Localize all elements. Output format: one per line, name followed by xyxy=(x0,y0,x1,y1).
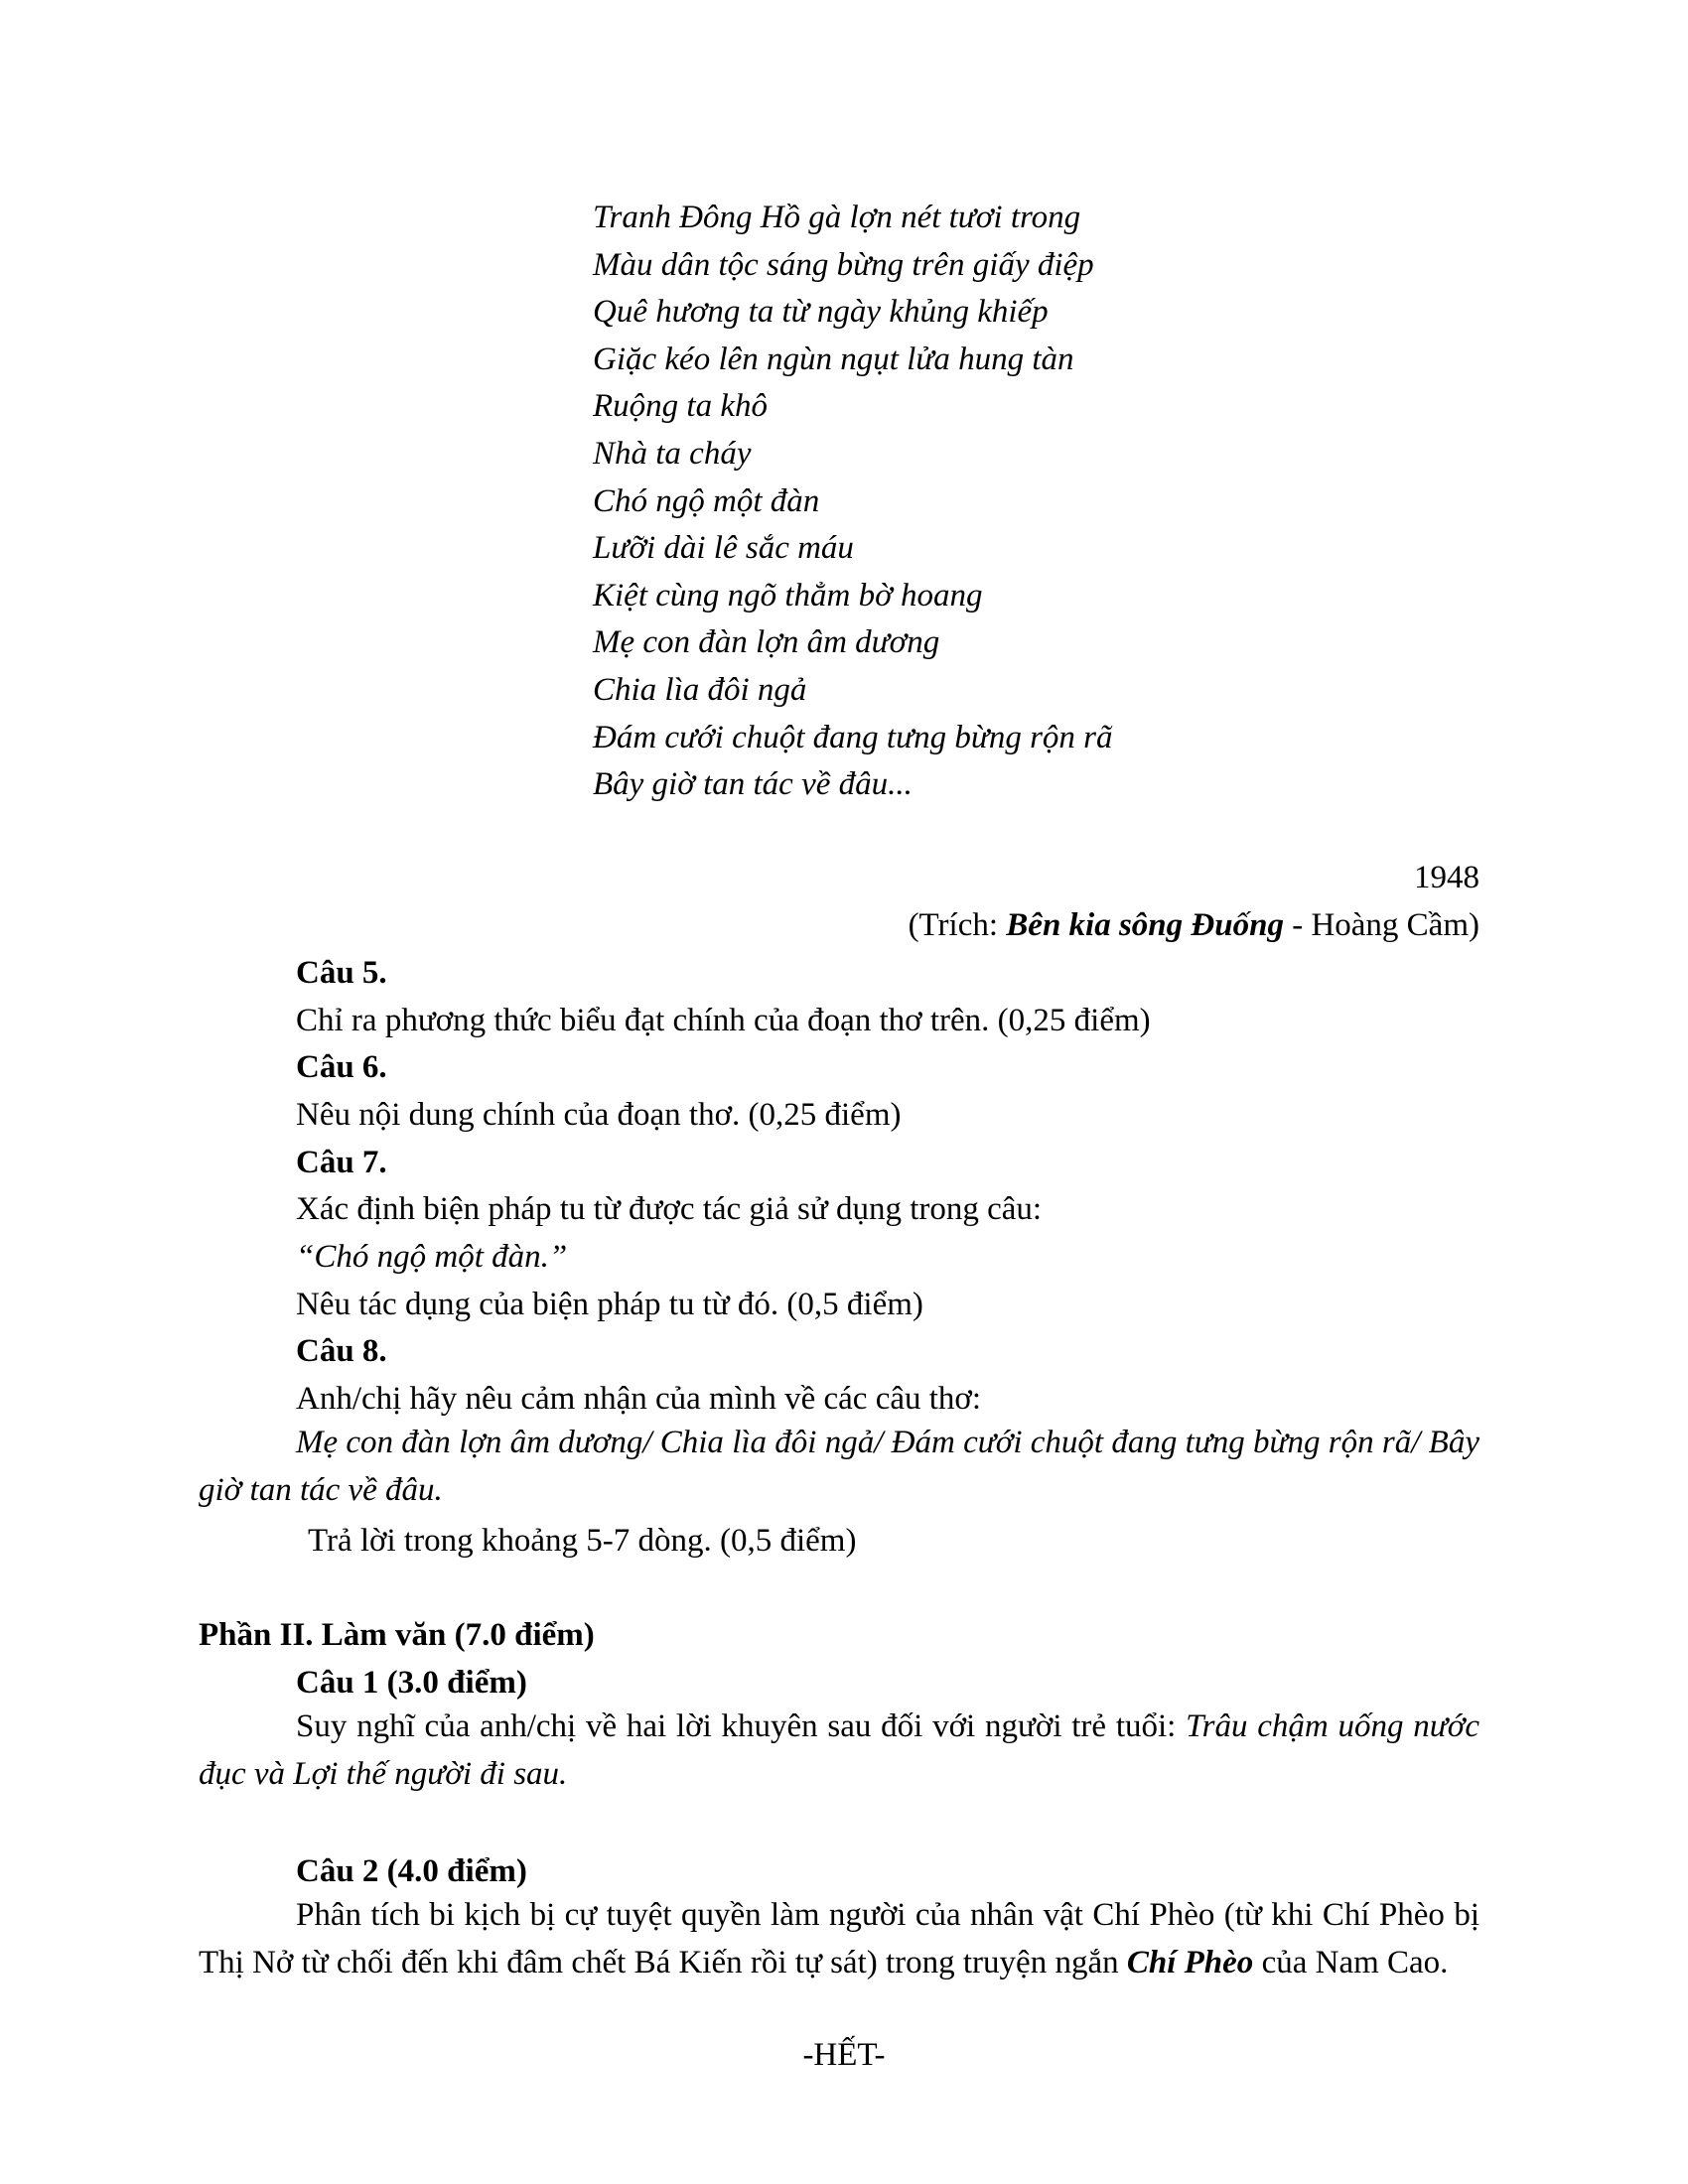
question-2-end: của Nam Cao. xyxy=(1253,1944,1449,1980)
question-8-quote: Mẹ con đàn lợn âm dương/ Chia lìa đôi ngả/ Đám cưới chuột đang tưng bừng rộn rã/ Bây giờ tan tác về đâu. xyxy=(199,1425,1479,1508)
poem-line: Ruộng ta khô xyxy=(593,388,768,425)
part-2-title: Phần II. Làm văn (7.0 điểm) xyxy=(199,1617,595,1653)
poem-excerpt xyxy=(593,195,1113,809)
citation-prefix: (Trích: xyxy=(908,907,1007,943)
poem-citation xyxy=(909,909,1479,942)
question-1-quote: Trâu chậm uống nước đục và Lợi thế người đi sau. xyxy=(199,1708,1479,1792)
question-7-title: Câu 7. xyxy=(296,1145,387,1180)
poem-line: Quê hương ta từ ngày khủng khiếp xyxy=(593,294,1049,331)
question-7-instruction: Nêu tác dụng của biện pháp tu từ đó. (0,5 điểm) xyxy=(296,1287,923,1322)
end-marker: -HẾT- xyxy=(802,2037,886,2073)
citation-suffix: - Hoàng Cầm) xyxy=(1283,907,1479,943)
part-2-question-2-title: Câu 2 (4.0 điểm) xyxy=(296,1853,527,1889)
poem-line: Bây giờ tan tác về đâu... xyxy=(593,766,913,803)
poem-line: Mẹ con đàn lợn âm dương xyxy=(593,624,940,661)
poem-line: Nhà ta cháy xyxy=(593,435,752,472)
poem-line: Giặc kéo lên ngùn ngụt lửa hung tàn xyxy=(593,341,1074,377)
poem-line: Lưỡi dài lê sắc máu xyxy=(593,530,854,567)
question-7-quote: “Chó ngộ một đàn.” xyxy=(296,1239,568,1275)
poem-line: Kiệt cùng ngõ thẳm bờ hoang xyxy=(593,577,983,614)
poem-line: Tranh Đông Hồ gà lợn nét tươi trong xyxy=(593,200,1081,235)
question-5-text: Chỉ ra phương thức biểu đạt chính của đoạn thơ trên. (0,25 điểm) xyxy=(296,1003,1151,1038)
poem-year: 1948 xyxy=(1414,860,1479,895)
poem-line: Chia lìa đôi ngả xyxy=(593,671,807,708)
question-8-instruction: Trả lời trong khoảng 5-7 dòng. (0,5 điểm) xyxy=(308,1523,857,1559)
part-2-question-2-text xyxy=(199,1892,1479,1986)
question-8-title: Câu 8. xyxy=(296,1333,387,1369)
question-2-work: Chí Phèo xyxy=(1126,1944,1254,1980)
citation-work: Bên kia sông Đuống xyxy=(1006,907,1284,943)
poem-line: Chó ngộ một đàn xyxy=(593,482,820,519)
question-7-text: Xác định biện pháp tu từ được tác giả sử dụng trong câu: xyxy=(296,1191,1043,1227)
question-6-text: Nêu nội dung chính của đoạn thơ. (0,25 điểm) xyxy=(296,1097,902,1133)
poem-line: Đám cưới chuột đang tưng bừng rộn rã xyxy=(593,719,1113,755)
part-2-question-1-text xyxy=(199,1704,1479,1798)
question-6-title: Câu 6. xyxy=(296,1049,387,1085)
question-8-text: Anh/chị hãy nêu cảm nhận của mình về các câu thơ: xyxy=(296,1381,982,1417)
question-1-prompt: Suy nghĩ của anh/chị về hai lời khuyên sau đối với người trẻ tuổi: xyxy=(296,1708,1187,1744)
question-5-title: Câu 5. xyxy=(296,955,387,991)
part-2-question-1-title: Câu 1 (3.0 điểm) xyxy=(296,1665,527,1701)
poem-line: Màu dân tộc sáng bừng trên giấy điệp xyxy=(593,246,1094,283)
question-2-prompt: Phân tích bi kịch bị cự tuyệt quyền làm người của nhân vật Chí Phèo (từ khi Chí Phèo bị Thị Nở từ chối đến khi đâm chết Bá Kiến rồi tự sát) trong truyện ngắn xyxy=(199,1897,1479,1980)
